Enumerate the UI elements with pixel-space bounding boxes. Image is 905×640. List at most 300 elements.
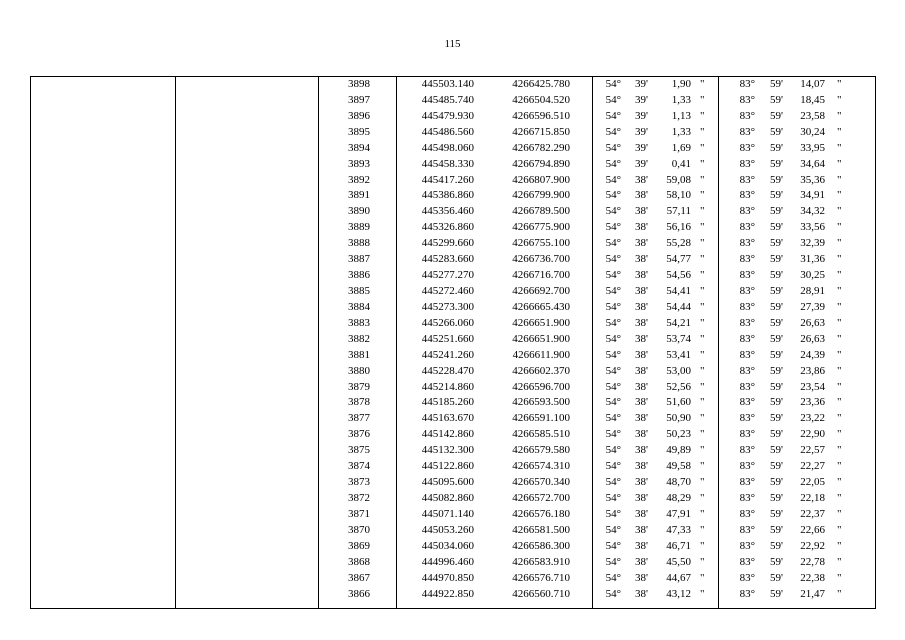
latitude-seconds: 1,33 — [671, 93, 691, 106]
longitude-seconds-mark: " — [837, 396, 842, 409]
longitude-degrees: 83° — [739, 221, 755, 234]
latitude-seconds: 44,67 — [666, 571, 691, 584]
longitude-degrees: 83° — [739, 476, 755, 489]
point-number: 3887 — [348, 253, 370, 266]
longitude-minutes: 59' — [770, 173, 783, 186]
longitude-minutes: 59' — [770, 300, 783, 313]
latitude-degrees: 54° — [605, 523, 621, 536]
x-coordinate: 445228.470 — [421, 364, 474, 377]
latitude-seconds-mark: " — [700, 157, 705, 170]
table-row — [0, 268, 905, 284]
point-number: 3868 — [348, 555, 370, 568]
table-row — [0, 523, 905, 539]
longitude-minutes: 59' — [770, 221, 783, 234]
y-coordinate: 4266651.900 — [512, 332, 570, 345]
longitude-seconds-mark: " — [837, 125, 842, 138]
longitude-seconds-mark: " — [837, 428, 842, 441]
y-coordinate: 4266570.340 — [512, 476, 570, 489]
latitude-minutes: 38' — [635, 189, 648, 202]
table-row — [0, 475, 905, 491]
latitude-degrees: 54° — [605, 109, 621, 122]
longitude-degrees: 83° — [739, 173, 755, 186]
x-coordinate: 445498.060 — [421, 141, 474, 154]
table-row — [0, 587, 905, 603]
latitude-seconds-mark: " — [700, 205, 705, 218]
latitude-degrees: 54° — [605, 587, 621, 600]
point-number: 3896 — [348, 109, 370, 122]
latitude-seconds-mark: " — [700, 173, 705, 186]
y-coordinate: 4266789.500 — [512, 205, 570, 218]
latitude-minutes: 38' — [635, 476, 648, 489]
longitude-seconds: 32,39 — [800, 237, 825, 250]
longitude-seconds: 26,63 — [800, 332, 825, 345]
latitude-minutes: 38' — [635, 396, 648, 409]
longitude-degrees: 83° — [739, 125, 755, 138]
latitude-degrees: 54° — [605, 364, 621, 377]
latitude-degrees: 54° — [605, 221, 621, 234]
longitude-minutes: 59' — [770, 269, 783, 282]
x-coordinate: 445283.660 — [421, 253, 474, 266]
latitude-minutes: 39' — [635, 109, 648, 122]
latitude-seconds: 48,70 — [666, 476, 691, 489]
longitude-degrees: 83° — [739, 237, 755, 250]
longitude-seconds-mark: " — [837, 141, 842, 154]
longitude-degrees: 83° — [739, 507, 755, 520]
x-coordinate: 445326.860 — [421, 221, 474, 234]
point-number: 3871 — [348, 507, 370, 520]
longitude-seconds-mark: " — [837, 269, 842, 282]
latitude-degrees: 54° — [605, 348, 621, 361]
longitude-seconds: 22,27 — [800, 460, 825, 473]
table-row — [0, 364, 905, 380]
y-coordinate: 4266586.300 — [512, 539, 570, 552]
latitude-seconds: 47,33 — [666, 523, 691, 536]
latitude-degrees: 54° — [605, 380, 621, 393]
y-coordinate: 4266775.900 — [512, 221, 570, 234]
longitude-seconds: 22,92 — [800, 539, 825, 552]
longitude-degrees: 83° — [739, 460, 755, 473]
y-coordinate: 4266576.710 — [512, 571, 570, 584]
x-coordinate: 445034.060 — [421, 539, 474, 552]
latitude-seconds-mark: " — [700, 507, 705, 520]
y-coordinate: 4266572.700 — [512, 491, 570, 504]
longitude-minutes: 59' — [770, 332, 783, 345]
latitude-seconds: 46,71 — [666, 539, 691, 552]
latitude-degrees: 54° — [605, 316, 621, 329]
x-coordinate: 445071.140 — [421, 507, 474, 520]
longitude-minutes: 59' — [770, 284, 783, 297]
longitude-seconds-mark: " — [837, 523, 842, 536]
longitude-degrees: 83° — [739, 109, 755, 122]
y-coordinate: 4266665.430 — [512, 300, 570, 313]
latitude-seconds: 54,21 — [666, 316, 691, 329]
x-coordinate: 445356.460 — [421, 205, 474, 218]
latitude-seconds: 59,08 — [666, 173, 691, 186]
longitude-seconds: 24,39 — [800, 348, 825, 361]
longitude-degrees: 83° — [739, 587, 755, 600]
latitude-seconds-mark: " — [700, 332, 705, 345]
x-coordinate: 445486.560 — [421, 125, 474, 138]
x-coordinate: 445163.670 — [421, 412, 474, 425]
latitude-seconds: 51,60 — [666, 396, 691, 409]
y-coordinate: 4266425.780 — [512, 78, 570, 90]
table-row — [0, 507, 905, 523]
latitude-degrees: 54° — [605, 93, 621, 106]
latitude-minutes: 39' — [635, 157, 648, 170]
latitude-seconds-mark: " — [700, 141, 705, 154]
y-coordinate: 4266593.500 — [512, 396, 570, 409]
latitude-degrees: 54° — [605, 173, 621, 186]
latitude-seconds: 0,41 — [671, 157, 691, 170]
longitude-seconds: 22,38 — [800, 571, 825, 584]
x-coordinate: 445299.660 — [421, 237, 474, 250]
latitude-minutes: 38' — [635, 587, 648, 600]
longitude-minutes: 59' — [770, 93, 783, 106]
x-coordinate: 445503.140 — [421, 78, 474, 90]
longitude-seconds: 33,95 — [800, 141, 825, 154]
latitude-minutes: 39' — [635, 141, 648, 154]
longitude-seconds: 30,25 — [800, 269, 825, 282]
x-coordinate: 445132.300 — [421, 444, 474, 457]
latitude-seconds-mark: " — [700, 491, 705, 504]
point-number: 3866 — [348, 587, 370, 600]
latitude-minutes: 38' — [635, 428, 648, 441]
latitude-seconds: 49,58 — [666, 460, 691, 473]
latitude-degrees: 54° — [605, 284, 621, 297]
latitude-seconds: 53,41 — [666, 348, 691, 361]
latitude-seconds-mark: " — [700, 348, 705, 361]
longitude-seconds-mark: " — [837, 460, 842, 473]
longitude-minutes: 59' — [770, 109, 783, 122]
latitude-degrees: 54° — [605, 476, 621, 489]
y-coordinate: 4266736.700 — [512, 253, 570, 266]
longitude-minutes: 59' — [770, 125, 783, 138]
latitude-seconds: 45,50 — [666, 555, 691, 568]
longitude-degrees: 83° — [739, 555, 755, 568]
latitude-seconds-mark: " — [700, 300, 705, 313]
latitude-minutes: 38' — [635, 555, 648, 568]
table-row — [0, 220, 905, 236]
longitude-seconds-mark: " — [837, 364, 842, 377]
table-row — [0, 395, 905, 411]
table-row — [0, 459, 905, 475]
longitude-seconds: 22,05 — [800, 476, 825, 489]
longitude-degrees: 83° — [739, 205, 755, 218]
latitude-seconds: 48,29 — [666, 491, 691, 504]
longitude-degrees: 83° — [739, 78, 755, 90]
longitude-degrees: 83° — [739, 412, 755, 425]
point-number: 3869 — [348, 539, 370, 552]
longitude-degrees: 83° — [739, 253, 755, 266]
latitude-minutes: 39' — [635, 78, 648, 90]
longitude-degrees: 83° — [739, 300, 755, 313]
x-coordinate: 445142.860 — [421, 428, 474, 441]
latitude-minutes: 38' — [635, 523, 648, 536]
point-number: 3889 — [348, 221, 370, 234]
latitude-minutes: 38' — [635, 284, 648, 297]
y-coordinate: 4266579.580 — [512, 444, 570, 457]
longitude-minutes: 59' — [770, 157, 783, 170]
point-number: 3878 — [348, 396, 370, 409]
longitude-seconds-mark: " — [837, 571, 842, 584]
y-coordinate: 4266581.500 — [512, 523, 570, 536]
longitude-seconds: 23,36 — [800, 396, 825, 409]
table-row — [0, 411, 905, 427]
point-number: 3881 — [348, 348, 370, 361]
latitude-minutes: 38' — [635, 507, 648, 520]
longitude-seconds-mark: " — [837, 316, 842, 329]
latitude-minutes: 38' — [635, 412, 648, 425]
x-coordinate: 445458.330 — [421, 157, 474, 170]
latitude-seconds: 1,69 — [671, 141, 691, 154]
latitude-seconds: 54,44 — [666, 300, 691, 313]
longitude-seconds: 23,58 — [800, 109, 825, 122]
x-coordinate: 444970.850 — [421, 571, 474, 584]
latitude-degrees: 54° — [605, 460, 621, 473]
table-row — [0, 77, 905, 93]
latitude-seconds-mark: " — [700, 380, 705, 393]
latitude-seconds: 54,77 — [666, 253, 691, 266]
longitude-degrees: 83° — [739, 364, 755, 377]
latitude-seconds-mark: " — [700, 93, 705, 106]
longitude-seconds-mark: " — [837, 476, 842, 489]
latitude-seconds: 54,56 — [666, 269, 691, 282]
point-number: 3897 — [348, 93, 370, 106]
latitude-seconds: 55,28 — [666, 237, 691, 250]
longitude-seconds-mark: " — [837, 412, 842, 425]
x-coordinate: 445251.660 — [421, 332, 474, 345]
point-number: 3882 — [348, 332, 370, 345]
latitude-seconds-mark: " — [700, 316, 705, 329]
latitude-minutes: 38' — [635, 173, 648, 186]
latitude-seconds-mark: " — [700, 364, 705, 377]
latitude-seconds-mark: " — [700, 78, 705, 90]
table-row — [0, 188, 905, 204]
latitude-minutes: 38' — [635, 332, 648, 345]
x-coordinate: 445417.260 — [421, 173, 474, 186]
table-row — [0, 157, 905, 173]
table-body — [0, 77, 905, 602]
latitude-degrees: 54° — [605, 157, 621, 170]
latitude-degrees: 54° — [605, 300, 621, 313]
longitude-seconds: 22,78 — [800, 555, 825, 568]
latitude-minutes: 38' — [635, 221, 648, 234]
longitude-minutes: 59' — [770, 507, 783, 520]
longitude-seconds: 30,24 — [800, 125, 825, 138]
latitude-degrees: 54° — [605, 125, 621, 138]
longitude-seconds-mark: " — [837, 491, 842, 504]
point-number: 3883 — [348, 316, 370, 329]
latitude-minutes: 38' — [635, 269, 648, 282]
longitude-degrees: 83° — [739, 491, 755, 504]
latitude-seconds: 49,89 — [666, 444, 691, 457]
longitude-degrees: 83° — [739, 428, 755, 441]
point-number: 3893 — [348, 157, 370, 170]
longitude-minutes: 59' — [770, 539, 783, 552]
latitude-seconds-mark: " — [700, 444, 705, 457]
latitude-seconds-mark: " — [700, 396, 705, 409]
longitude-minutes: 59' — [770, 189, 783, 202]
table-row — [0, 109, 905, 125]
longitude-seconds: 18,45 — [800, 93, 825, 106]
point-number: 3877 — [348, 412, 370, 425]
latitude-seconds-mark: " — [700, 587, 705, 600]
longitude-seconds: 22,66 — [800, 523, 825, 536]
longitude-minutes: 59' — [770, 205, 783, 218]
longitude-seconds-mark: " — [837, 189, 842, 202]
table-row — [0, 93, 905, 109]
longitude-seconds-mark: " — [837, 539, 842, 552]
latitude-minutes: 39' — [635, 125, 648, 138]
longitude-seconds-mark: " — [837, 507, 842, 520]
longitude-seconds: 34,91 — [800, 189, 825, 202]
longitude-degrees: 83° — [739, 93, 755, 106]
point-number: 3867 — [348, 571, 370, 584]
point-number: 3891 — [348, 189, 370, 202]
longitude-seconds-mark: " — [837, 78, 842, 90]
latitude-minutes: 38' — [635, 253, 648, 266]
latitude-seconds: 56,16 — [666, 221, 691, 234]
y-coordinate: 4266591.100 — [512, 412, 570, 425]
longitude-minutes: 59' — [770, 587, 783, 600]
longitude-degrees: 83° — [739, 539, 755, 552]
table-row — [0, 491, 905, 507]
longitude-degrees: 83° — [739, 157, 755, 170]
latitude-minutes: 38' — [635, 491, 648, 504]
point-number: 3898 — [348, 78, 370, 90]
latitude-seconds-mark: " — [700, 237, 705, 250]
latitude-degrees: 54° — [605, 141, 621, 154]
table-row — [0, 380, 905, 396]
y-coordinate: 4266585.510 — [512, 428, 570, 441]
longitude-degrees: 83° — [739, 348, 755, 361]
longitude-seconds: 26,63 — [800, 316, 825, 329]
latitude-seconds: 57,11 — [666, 205, 691, 218]
point-number: 3876 — [348, 428, 370, 441]
latitude-seconds: 1,33 — [671, 125, 691, 138]
table-row — [0, 555, 905, 571]
latitude-minutes: 38' — [635, 380, 648, 393]
longitude-seconds-mark: " — [837, 157, 842, 170]
x-coordinate: 445122.860 — [421, 460, 474, 473]
y-coordinate: 4266755.100 — [512, 237, 570, 250]
longitude-minutes: 59' — [770, 316, 783, 329]
longitude-minutes: 59' — [770, 491, 783, 504]
latitude-degrees: 54° — [605, 396, 621, 409]
y-coordinate: 4266576.180 — [512, 507, 570, 520]
longitude-seconds: 27,39 — [800, 300, 825, 313]
latitude-seconds: 47,91 — [666, 507, 691, 520]
longitude-minutes: 59' — [770, 523, 783, 536]
latitude-minutes: 38' — [635, 460, 648, 473]
y-coordinate: 4266807.900 — [512, 173, 570, 186]
table-row — [0, 141, 905, 157]
x-coordinate: 445185.260 — [421, 396, 474, 409]
longitude-seconds: 34,64 — [800, 157, 825, 170]
y-coordinate: 4266782.290 — [512, 141, 570, 154]
latitude-seconds-mark: " — [700, 428, 705, 441]
point-number: 3875 — [348, 444, 370, 457]
table-row — [0, 427, 905, 443]
latitude-seconds: 53,00 — [666, 364, 691, 377]
latitude-minutes: 38' — [635, 316, 648, 329]
x-coordinate: 444996.460 — [421, 555, 474, 568]
longitude-degrees: 83° — [739, 316, 755, 329]
point-number: 3880 — [348, 364, 370, 377]
longitude-seconds: 34,32 — [800, 205, 825, 218]
point-number: 3895 — [348, 125, 370, 138]
longitude-seconds: 22,37 — [800, 507, 825, 520]
longitude-seconds-mark: " — [837, 300, 842, 313]
latitude-seconds-mark: " — [700, 253, 705, 266]
longitude-seconds: 23,54 — [800, 380, 825, 393]
longitude-seconds: 23,22 — [800, 412, 825, 425]
latitude-seconds: 43,12 — [666, 587, 691, 600]
longitude-seconds-mark: " — [837, 587, 842, 600]
latitude-seconds: 58,10 — [666, 189, 691, 202]
latitude-minutes: 38' — [635, 205, 648, 218]
latitude-degrees: 54° — [605, 237, 621, 250]
latitude-seconds-mark: " — [700, 189, 705, 202]
longitude-minutes: 59' — [770, 396, 783, 409]
longitude-seconds-mark: " — [837, 348, 842, 361]
latitude-degrees: 54° — [605, 332, 621, 345]
longitude-minutes: 59' — [770, 364, 783, 377]
longitude-seconds-mark: " — [837, 284, 842, 297]
longitude-minutes: 59' — [770, 237, 783, 250]
latitude-seconds-mark: " — [700, 269, 705, 282]
point-number: 3890 — [348, 205, 370, 218]
longitude-minutes: 59' — [770, 460, 783, 473]
latitude-minutes: 38' — [635, 364, 648, 377]
y-coordinate: 4266504.520 — [512, 93, 570, 106]
point-number: 3884 — [348, 300, 370, 313]
point-number: 3870 — [348, 523, 370, 536]
x-coordinate: 445082.860 — [421, 491, 474, 504]
latitude-degrees: 54° — [605, 571, 621, 584]
latitude-seconds: 54,41 — [666, 284, 691, 297]
longitude-seconds-mark: " — [837, 205, 842, 218]
latitude-minutes: 39' — [635, 93, 648, 106]
y-coordinate: 4266715.850 — [512, 125, 570, 138]
latitude-seconds: 1,90 — [671, 78, 691, 90]
longitude-seconds-mark: " — [837, 237, 842, 250]
x-coordinate: 445386.860 — [421, 189, 474, 202]
table-row — [0, 204, 905, 220]
latitude-seconds-mark: " — [700, 476, 705, 489]
table-row — [0, 571, 905, 587]
longitude-seconds: 33,56 — [800, 221, 825, 234]
table-row — [0, 125, 905, 141]
y-coordinate: 4266651.900 — [512, 316, 570, 329]
longitude-seconds-mark: " — [837, 109, 842, 122]
longitude-degrees: 83° — [739, 269, 755, 282]
latitude-degrees: 54° — [605, 205, 621, 218]
y-coordinate: 4266794.890 — [512, 157, 570, 170]
longitude-seconds: 23,86 — [800, 364, 825, 377]
longitude-minutes: 59' — [770, 380, 783, 393]
latitude-minutes: 38' — [635, 300, 648, 313]
x-coordinate: 445053.260 — [421, 523, 474, 536]
table-row — [0, 284, 905, 300]
longitude-seconds: 21,47 — [800, 587, 825, 600]
point-number: 3888 — [348, 237, 370, 250]
point-number: 3874 — [348, 460, 370, 473]
longitude-minutes: 59' — [770, 555, 783, 568]
y-coordinate: 4266574.310 — [512, 460, 570, 473]
table-row — [0, 236, 905, 252]
latitude-degrees: 54° — [605, 78, 621, 90]
